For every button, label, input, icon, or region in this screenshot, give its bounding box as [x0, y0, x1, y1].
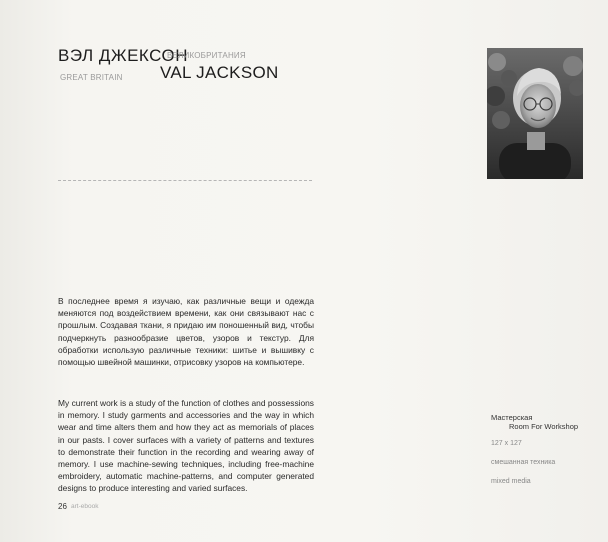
artist-name-ru: ВЭЛ ДЖЕКСОН [58, 46, 189, 65]
work-technique-en: mixed media [491, 478, 531, 485]
artist-portrait-photo [487, 48, 583, 179]
statement-english: My current work is a study of the function of clothes and possessions in memory. I study garments and accessories and the way in which wear and time alters them and how they act as memorials of places in our pasts. I cover surfaces with a variety of patterns and textures to demonstrate their function in the recording and wearing away of memory. I use machine-sewing techniques, including free-machine embroidery, automatic machine-patterns, and computer generated designs to produce interesting and varied surfaces. [58, 398, 314, 494]
page-number: 26 [58, 502, 67, 511]
page-mark: art-ebook [71, 503, 99, 510]
statement-russian: В последнее время я изучаю, как различные вещи и одежда меняются под воздействием времени, как они связывают нас с прошлым. Создавая ткани, я придаю им поношенный вид, чтобы подчеркнуть разнообразие цветов, узоров и текстур. Для обработки использую различные техники: шитье и вышивку с помощью швейной машинки, отрисовку узоров на компьютере. [58, 296, 314, 368]
dashed-divider [58, 180, 312, 181]
artist-name-en: VAL JACKSON [160, 63, 279, 82]
work-title-en: Room For Workshop [509, 422, 579, 431]
work-size: 127 x 127 [491, 440, 522, 447]
work-title-ru: Мастерская [491, 413, 533, 422]
work-technique-ru: смешанная техника [491, 459, 556, 466]
artist-country-ru: ВЕЛИКОБРИТАНИЯ [167, 51, 246, 60]
artist-country-en: GREAT BRITAIN [60, 73, 123, 82]
